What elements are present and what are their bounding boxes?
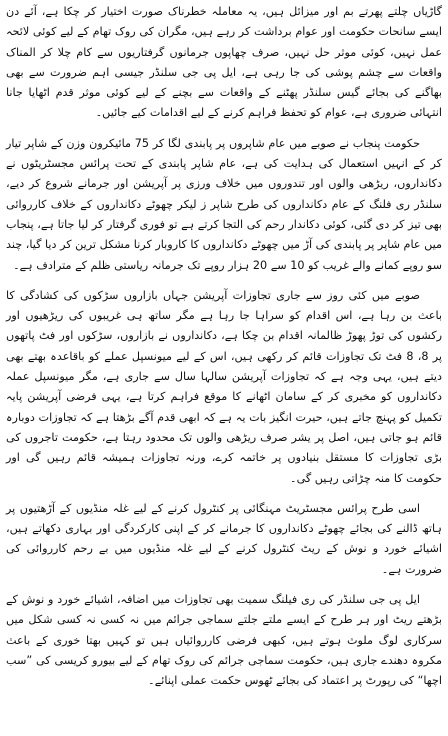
paragraph-price-magistrates: اسی طرح پرائس مجسٹریٹ مہنگائی پر کنٹرول کرنے کے لیے غلہ منڈیوں کے آڑھتیوں پر ہاتھ ڈالنے کی بجائے چھوٹے دکانداروں کا جرمانے کر کے اپنی کارکردگی اور بہاری دکھاتے ہیں، اشیائے خورد و نوش کے ریٹ کنٹرول کرنے کے لیے غلہ منڈیوں میں بے رحم کارروائی کی ضرورت ہے۔ — [6, 501, 442, 576]
paragraph-plastic-bag-ban: حکومت پنجاب نے صوبے میں عام شاپروں پر پابندی لگا کر 75 مائیکرون وزن کے شاپر تیار کر کے انہیں استعمال کی ہدایت کی ہے، عام شاپر پابندی کے تحت پرائس مجسٹریٹوں نے دکانداروں، ریڑھی والوں اور تندوروں میں خلاف ورزی پر آپریشن اور جرمانے شروع کر دیے، سلنڈر ری فلنگ کے عام دکانداروں کی طرح شاپر ز لیکر چھوٹے دکانداروں کے خلاف کارروائی بھی تیز کر دی گئی، کوئی دکاندار رحم کی التجا کرتے ہے تو فوری گرفتار کر لیا جاتا ہے، پنجاب میں عام شاپر پر پابندی کی آڑ میں چھوٹے دکانداروں کا کاروبار کرنا مشکل ترین کر دیا گیا، چند سو روپے کمانے والے غریب کو 10 سے 20 ہزار روپے تک جرمانہ ریاستی ظلم کے مترادف ہے۔ — [6, 136, 442, 272]
paragraph-gas-cylinders: گاڑیاں چلتے پھرتے بم اور میزائل ہیں، یہ معاملہ خطرناک صورت اختیار کر چکا ہے، آئے دن ایسے سانحات حکومت اور عوام برداشت کر رہے ہیں، مگران کی روک تھام کے لیے کوئی لائحہ عمل نہیں، کوئی موثر حل نہیں، صرف چھاپوں جرمانوں گرفتاریوں سے کام چلا کر المناک واقعات سے چشم پوشی کی جا رہی ہے، ایل پی جی سلنڈر جیسی اہم ضرورت سے بھی بھاگنے کی بجائے گیس سلنڈر پھٹنے کے واقعات سے بچنے کے لیے کوئی موثر قدم اٹھایا جانا انتہائی ضروری ہے، عوام کو تحفظ فراہم کرنے کے لیے اقدامات کیے جائیں۔ — [6, 5, 442, 120]
paragraph-social-crimes: ایل پی جی سلنڈر کی ری فیلنگ سمیت بھی تجاوزات میں اضافہ، اشیائے خورد و نوش کے بڑھتے ریٹ اور ہر طرح کے ایسے ملتے جلتے سماجی جرائم میں نہ کسی نہ کسی شکل میں سرکاری لوگ ملوث ہوتے ہیں، کبھی فرضی کارروائیاں ہیں تو کہیں بھتا خوری کے باعث مکروہ دھندے جاری ہیں، حکومت سماجی جرائم کی روک تھام کے لیے بیورو کریسی کی ”سب اچھا“ کی رپورٹ پر اعتماد کی بجائے ٹھوس حکمت عملی اپنائے۔ — [6, 593, 442, 688]
article-body — [6, 2, 442, 734]
paragraph-encroachment-operation: صوبے میں کئی روز سے جاری تجاوزات آپریشن جہاں بازاروں سڑکوں کی کشادگی کا باعث بن رہا ہے، اس اقدام کو سراہا جا رہا ہے مگر ساتھ ہی غریبوں کی ریڑھیوں اور رکشوں کی توڑ پھوڑ ظالمانہ اقدام بن چکا ہے، دکانداروں نے بازاروں، سڑکوں اور فٹ پاتھوں پر 8، 8 فٹ تک تجاوزات قائم کر رکھی ہیں، اس کے لیے میونسپل عملے کو باقاعدہ بھتے بھی دیتے ہیں، یہی وجہ ہے کہ تجاوزات آپریشن سالہا سال سے جاری ہے، مگر میونسپل عملہ دکانداروں کو مخبری کر کے سامان اٹھانے کا موقع فراہم کرتا ہے، یہی فرضی آپریشن پایہ تکمیل کو پہنچ جاتے ہیں، حیرت انگیز بات یہ ہے کہ ابھی قدم آگے بڑھتا ہے کہ تجاوزات دوبارہ قائم ہو جاتی ہیں، اصل پر یشر صرف ریڑھی والوں تک محدود رہتا ہے، حکومت تاجروں کی بڑی تجاوزات کا مستقل بنیادوں پر خاتمہ کرے، ورنہ تجاوزات ہمیشہ قائم رہیں گی اور حکومت کا منہ چڑاتی رہیں گی۔ — [6, 288, 442, 485]
